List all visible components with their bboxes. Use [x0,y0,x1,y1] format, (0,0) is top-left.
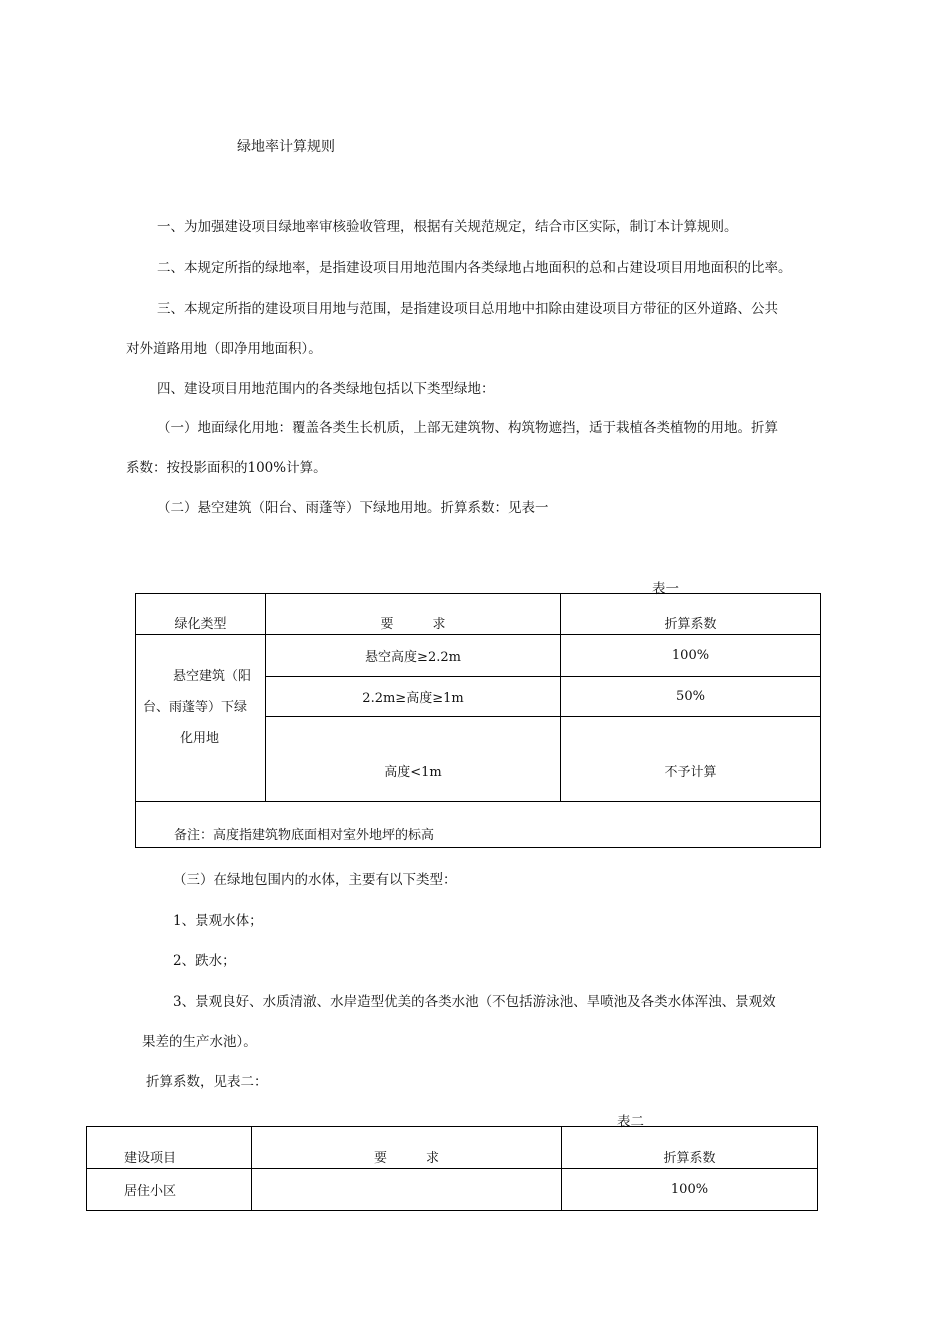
table1-note-row [136,802,821,848]
list-item-2: 2、跌水； [173,953,236,969]
table1-header-req: 要 求 [266,594,561,635]
paragraph-3-line-2: 对外道路用地（即净用地面积）。 [126,341,322,357]
paragraph-3-line-1: 三、本规定所指的建设项目用地与范围，是指建设项目总用地中扣除由建设项目方带征的区外道路、公共 [157,301,778,317]
paragraph-7: （三）在绿地包围内的水体，主要有以下类型： [173,872,457,888]
table-row [136,635,821,677]
table1-req-1: 悬空高度≥2.2m [266,635,561,677]
paragraph-8: 折算系数，见表二： [146,1074,268,1090]
table2-header-row [87,1127,818,1169]
paragraph-1: 一、为加强建设项目绿地率审核验收管理，根据有关规范规定，结合市区实际，制订本计算规则。 [157,219,738,235]
table1-coef-3: 不予计算 [561,717,821,802]
table2-header-req: 要 求 [252,1127,562,1169]
table1-coef-2: 50% [561,677,821,717]
list-item-3-line-1: 3、景观良好、水质清澈、水岸造型优美的各类水池（不包括游泳池、旱喷池及各类水体浑浊、景观效 [173,994,776,1010]
paragraph-6: （二）悬空建筑（阳台、雨蓬等）下绿地用地。折算系数：见表一 [157,500,549,516]
table2-caption: 表二 [617,1114,644,1130]
table-1 [135,593,821,848]
table1-note: 备注：高度指建筑物底面相对室外地坪的标高 [136,802,821,848]
table1-req-3: 高度<1m [266,717,561,802]
table2-header-coef: 折算系数 [562,1127,818,1169]
table-2 [86,1126,818,1211]
list-item-3-line-2: 果差的生产水池）。 [142,1034,257,1050]
table2-header-item: 建设项目 [87,1127,252,1169]
table1-coef-1: 100% [561,635,821,677]
page-title: 绿地率计算规则 [237,139,335,155]
table2-item-1: 居住小区 [87,1169,252,1211]
list-item-1: 1、景观水体； [173,913,263,929]
paragraph-5-line-2: 系数：按投影面积的100%计算。 [126,460,327,476]
paragraph-5-line-1: （一）地面绿化用地：覆盖各类生长机质，上部无建筑物、构筑物遮挡，适于栽植各类植物的用地。折算 [157,420,778,436]
table1-type-line-1: 悬空建筑（阳 [173,669,252,684]
table-row [87,1169,818,1211]
table1-header-coef: 折算系数 [561,594,821,635]
table1-type-cell [136,635,266,802]
table1-type-line-2: 台、雨蓬等）下绿 [143,700,248,715]
table1-header-row [136,594,821,635]
table1-caption: 表一 [652,581,679,597]
table1-req-2: 2.2m≥高度≥1m [266,677,561,717]
table1-type-line-3: 化用地 [180,731,220,746]
table1-header-type: 绿化类型 [136,594,266,635]
paragraph-2: 二、本规定所指的绿地率，是指建设项目用地范围内各类绿地占地面积的总和占建设项目用地面积的比率。 [157,260,792,276]
table2-coef-1: 100% [562,1169,818,1211]
paragraph-4: 四、建设项目用地范围内的各类绿地包括以下类型绿地： [157,381,495,397]
table2-req-1 [252,1169,562,1211]
